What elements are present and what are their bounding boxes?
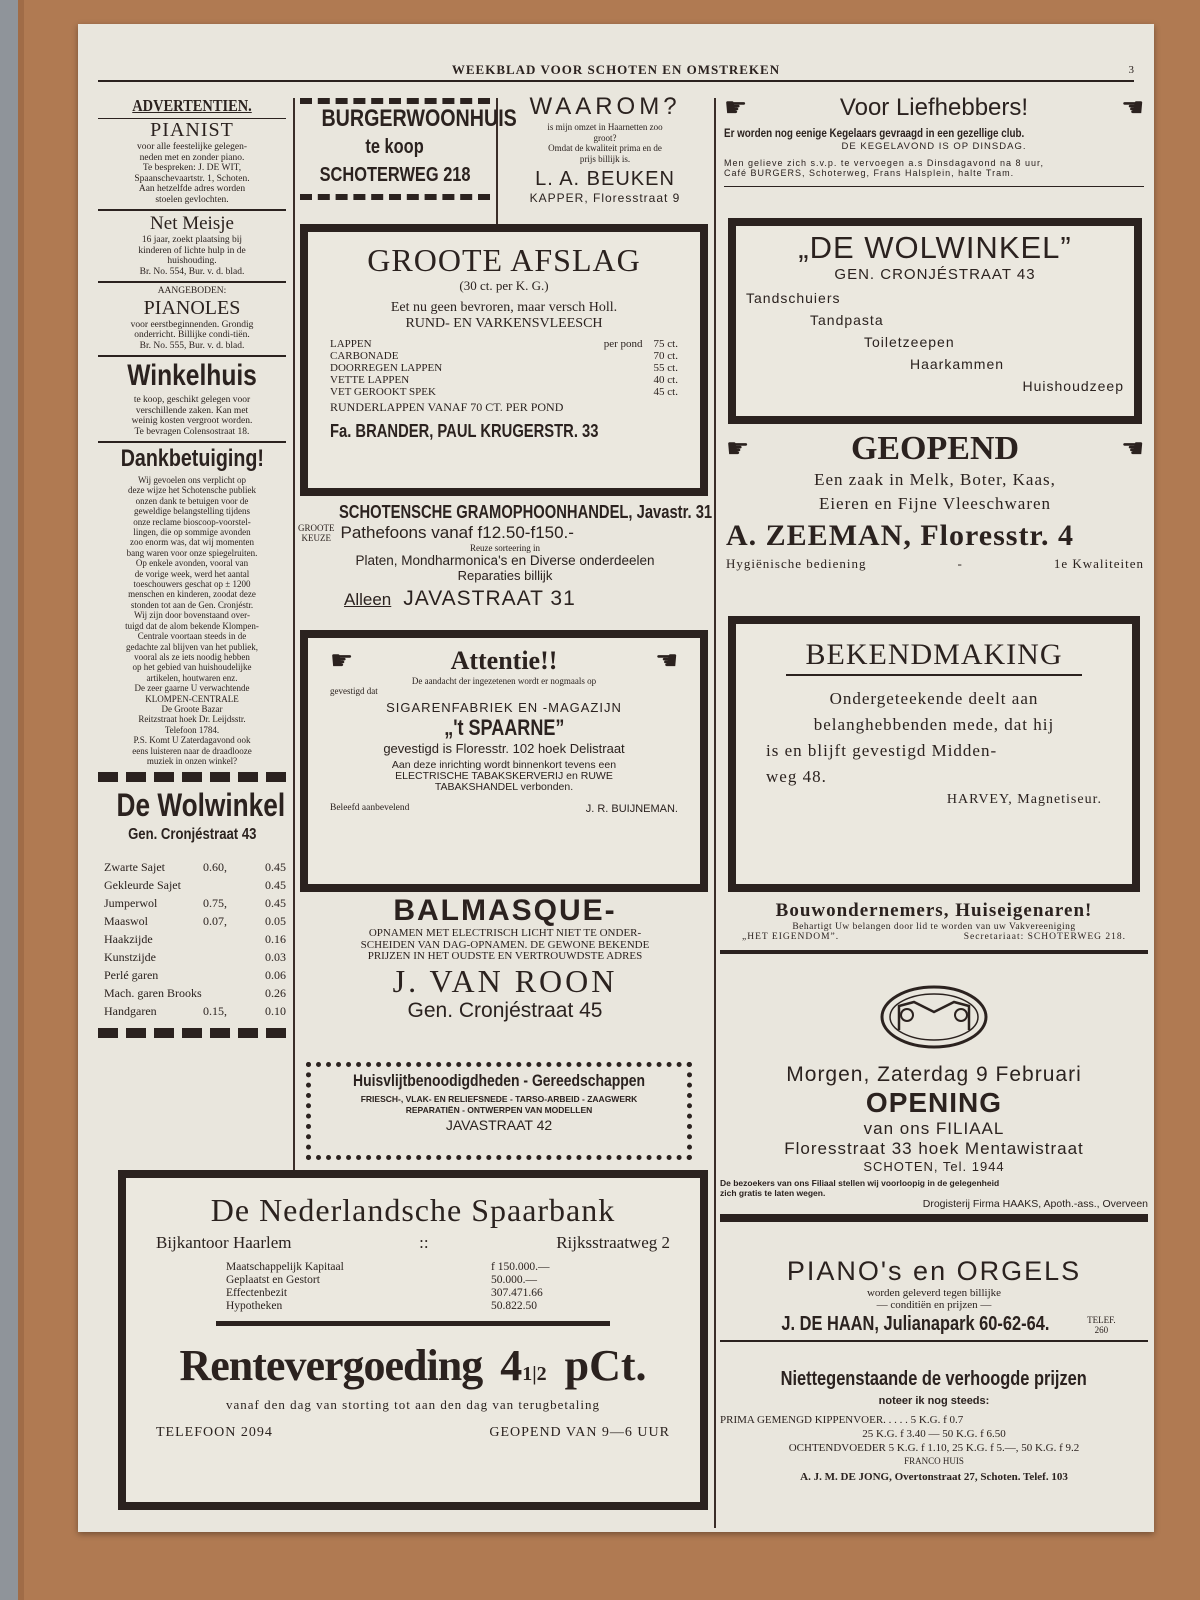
- bouw-ad: Bouwondernemers, Huiseigenaren! Behartigt Uw belangen door lid te worden van uw Vakvereeniging „HET EIGENDOM”. Secretariaat: SCHOTERWEG 218.: [720, 900, 1148, 954]
- pianist-text: voor alle feestelijke gelegen- neden met en zonder piano. Te bespreken: J. DE WIT, Spaanschevaartstr. 1, Schoten. Aan hetzelfde adres worden stoelen gevlochten.: [134, 142, 250, 205]
- page-header: WEEKBLAD VOOR SCHOTEN EN OMSTREKEN: [451, 62, 781, 77]
- bank-figures: Maatschappelijk Kapitaal f 150.000.— Geplaatst en Gestort 50.000.— Effectenbezit 307.471.66 Hypotheken 50.822.50: [226, 1261, 550, 1312]
- pointing-hand-icon: ☛: [724, 93, 748, 122]
- opening-ad: Morgen, Zaterdag 9 Februari OPENING van ons FILIAAL Floresstraat 33 hoek Mentawistraat SCHOTEN, Tel. 1944 De bezoekers van ons Filiaal stellen wij voorloopig in de gelegenheid zich gratis te laten wegen. Drogisterij Firma HAAKS, Apoth.-ass., Overveen: [720, 982, 1148, 1222]
- list-item: Kunstzijde 0.03: [104, 950, 286, 965]
- balmasque-ad: BALMASQUE- OPNAMEN MET ELECTRISCH LICHT NIET TE ONDER- SCHEIDEN VAN DAG-OPNAMEN. DE GEWONE BEKENDE PRIJZEN IN HET OUDSTE EN VERTROUWDSTE ADRES J. VAN ROON Gen. Cronjéstraat 45: [360, 894, 650, 1022]
- list-item: Handgaren 0.15, 0.10: [104, 1004, 286, 1019]
- newspaper-page: [78, 24, 1154, 1532]
- meisje-text: 16 jaar, zoekt plaatsing bij kinderen of lichte hulp in de huishouding. Br. No. 554, Bur. v. d. blad.: [138, 235, 246, 277]
- attentie-ad: ☛ Attentie!! ☛ De aandacht der ingezetenen wordt er nogmaals op gevestigd dat SIGARENFABRIEK EN -MAGAZIJN „'t SPAARNE” gevestigd is Floresstr. 102 hoek Delistraat Aan deze inrichting wordt binnenkort tevens een ELECTRISCHE TABAKSKERVERIJ en RUWE TABAKSHANDEL verbonden. Beleefd aanbevelend J. R. BUIJNEMAN.: [300, 630, 708, 892]
- meisje-title: Net Meisje: [150, 213, 234, 234]
- pointing-hand-icon: ☛: [1120, 434, 1144, 463]
- list-item: Mach. garen Brooks 0.26: [104, 986, 286, 1001]
- list-item: Haakzijde 0.16: [104, 932, 286, 947]
- wolwinkel-pricelist: [98, 858, 286, 1020]
- pianoles-pre: AANGEBODEN:: [157, 286, 227, 296]
- wolwinkel-box-ad: „DE WOLWINKEL” GEN. CRONJÉSTRAAT 43 Tandschuiers Tandpasta Toiletzeepen Haarkammen Huishoudzeep: [728, 218, 1142, 424]
- piano-ad: PIANO's en ORGELS worden geleverd tegen billijke — conditiën en prijzen — J. DE HAAN, Julianapark 60-62-64. TELEF. 260: [720, 1256, 1148, 1342]
- winkelhuis-text: te koop, geschikt gelegen voor verschillende zaken. Kan met weinig kosten vergroot worden. Te bevragen Colensostraat 18.: [131, 395, 253, 437]
- header-rule: [98, 80, 1134, 82]
- bekendmaking-ad: BEKENDMAKING Ondergeteekende deelt aan belanghebbenden mede, dat hij is en blijft gevestigd Midden- weg 48. HARVEY, Magnetiseur.: [728, 616, 1140, 892]
- pointing-hand-icon: ☛: [654, 646, 678, 675]
- spaarbank-ad: De Nederlandsche Spaarbank Bijkantoor Haarlem :: Rijksstraatweg 2 Maatschappelijk Kapitaal f 150.000.— Geplaatst en Gestort 50.000.— Effectenbezit 307.471.66 Hypotheken 50.822.50 Rentevergoeding 41|2 pCt. vanaf den dag van storting tot aan den dag van terugbetaling TELEFOON 2094 GEOPEND VAN 9—6 UUR: [118, 1170, 708, 1510]
- column-divider: [714, 98, 716, 1528]
- burgerwoonhuis-ad: BURGERWOONHUIS te koop SCHOTERWEG 218: [300, 98, 490, 200]
- afslag-ad: GROOTE AFSLAG (30 ct. per K. G.) Eet nu geen bevroren, maar versch Holl. RUND- EN VARKENSVLEESCH LAPPEN per pond 75 ct. CARBONADE 70 ct. DOORREGEN LAPPEN 55 ct. VETTE LAPPEN 40 ct. VET GEROOKT SPEK 45 ct. RUNDERLAPPEN VANAF 70 CT. PER POND Fa. BRANDER, PAUL KRUGERSTR. 33: [300, 224, 708, 496]
- list-item: Jumperwol 0.75, 0.45: [104, 896, 286, 911]
- kippenvoer-ad: Niettegenstaande de verhoogde prijzen noteer ik nog steeds: PRIMA GEMENGD KIPPENVOER. . . . . 5 K.G. f 0.7 25 K.G. f 3.40 — 50 K.G. f 6.50 OCHTENDVOEDER 5 K.G. f 1.10, 25 K.G. f 5.—, 50 K.G. f 9.2 FRANCO HUIS A. J. M. DE JONG, Overtonstraat 27, Schoten. Telef. 103: [720, 1368, 1088, 1483]
- gramophoon-ad: SCHOTENSCHE GRAMOPHOONHANDEL, Javastr. 31 GROOTE KEUZE Pathefoons vanaf f12.50-f150.- Reuze sorteering in Platen, Mondharmonica's en Diverse onderdeelen Reparaties billijk Alleen JAVASTRAAT 31: [298, 502, 713, 610]
- dank-title: Dankbetuiging!: [120, 445, 264, 472]
- geopend-ad: ☛ GEOPEND ☛ Een zaak in Melk, Boter, Kaas, Eieren en Fijne Vleeschwaren A. ZEEMAN, Floresstr. 4 Hygiënische bediening - 1e Kwaliteiten: [726, 430, 1144, 571]
- divider-dashed: [98, 772, 286, 782]
- dank-text: Wij gevoelen ons verplicht op deze wijze het Schotensche publiek onzen dank te betuigen voor de geweldige belangstelling tijdens onze reclame bioscoop-voorstel- lingen, die op sommige avonden zoo enorm was, dat wij momenten bang waren voor onze spiegelruiten. Op enkele avonden, vooral van de vorige week, werd het aantal toeschouwers geschat op ± 1200 menschen en kinderen, zoodat deze stonden tot aan de Gen. Cronjéstr. Wij zijn door bovenstaand over- tuigd dat de alom bekende Klompen- Centrale voortaan steeds in de gedachte zal blijven van het publiek, vooral als ze iets noodig hebben op het gebied van huishoudelijke artikelen, houtwaren enz. De zeer gaarne U verwachtende KLOMPEN-CENTRALE De Groote Bazar Reitzstraat hoek Dr. Leijdsstr. Telefoon 1784. P.S. Komt U Zaterdagavond ook eens luisteren naar de draadlooze muziek in onzen winkel?: [125, 475, 259, 766]
- classifieds-heading: ADVERTENTIEN.: [132, 96, 252, 115]
- pianoles-title: PIANOLES: [143, 296, 241, 319]
- waarom-ad: WAAROM? is mijn omzet in Haarnetten zoo groot? Omdat de kwaliteit prima en de prijs billijk is. L. A. BEUKEN KAPPER, Floresstraat 9: [529, 93, 681, 205]
- page-number: 3: [1128, 64, 1134, 76]
- wolwinkel-addr: Gen. Cronjéstraat 43: [127, 826, 257, 844]
- divider-dashed: [98, 1028, 286, 1038]
- list-item: Zwarte Sajet 0.60, 0.45: [104, 860, 286, 875]
- pointing-hand-icon: ☛: [726, 434, 750, 463]
- column-divider: [293, 98, 295, 1184]
- winkelhuis-title: Winkelhuis: [127, 359, 257, 392]
- pointing-hand-icon: ☛: [1120, 93, 1144, 122]
- pianoles-text: voor eerstbeginnenden. Grondig onderricht. Billijke condi-tiën. Br. No. 555, Bur. v. d. blad.: [130, 319, 254, 351]
- pointing-hand-icon: ☛: [330, 646, 354, 675]
- huisvlijt-ad: Huisvlijtbenoodigdheden - Gereedschappen FRIESCH-, VLAK- EN RELIEFSNEDE - TARSO-ARBEID - ZAAGWERK REPARATIËN - ONTWERPEN VAN MODELLEN JAVASTRAAT 42: [306, 1062, 692, 1160]
- drogisterij-logo-icon: [879, 982, 989, 1052]
- list-item: Perlé garen 0.06: [104, 968, 286, 983]
- list-item: Gekleurde Sajet 0.45: [104, 878, 286, 893]
- pianist-title: PIANIST: [98, 118, 286, 142]
- classifieds-column: [98, 96, 286, 1038]
- list-item: Maaswol 0.07, 0.05: [104, 914, 286, 929]
- liefhebbers-ad: ☛ Voor Liefhebbers! ☛ Er worden nog eenige Kegelaars gevraagd in een gezellige club. DE KEGELAVOND IS OP DINSDAG. Men gelieve zich s.v.p. te vervoegen a.s Dinsdagavond na 8 uur, Café BURGERS, Schoterweg, Frans Halsplein, halte Tram.: [724, 94, 1144, 187]
- wolwinkel-title: De Wolwinkel: [116, 787, 286, 824]
